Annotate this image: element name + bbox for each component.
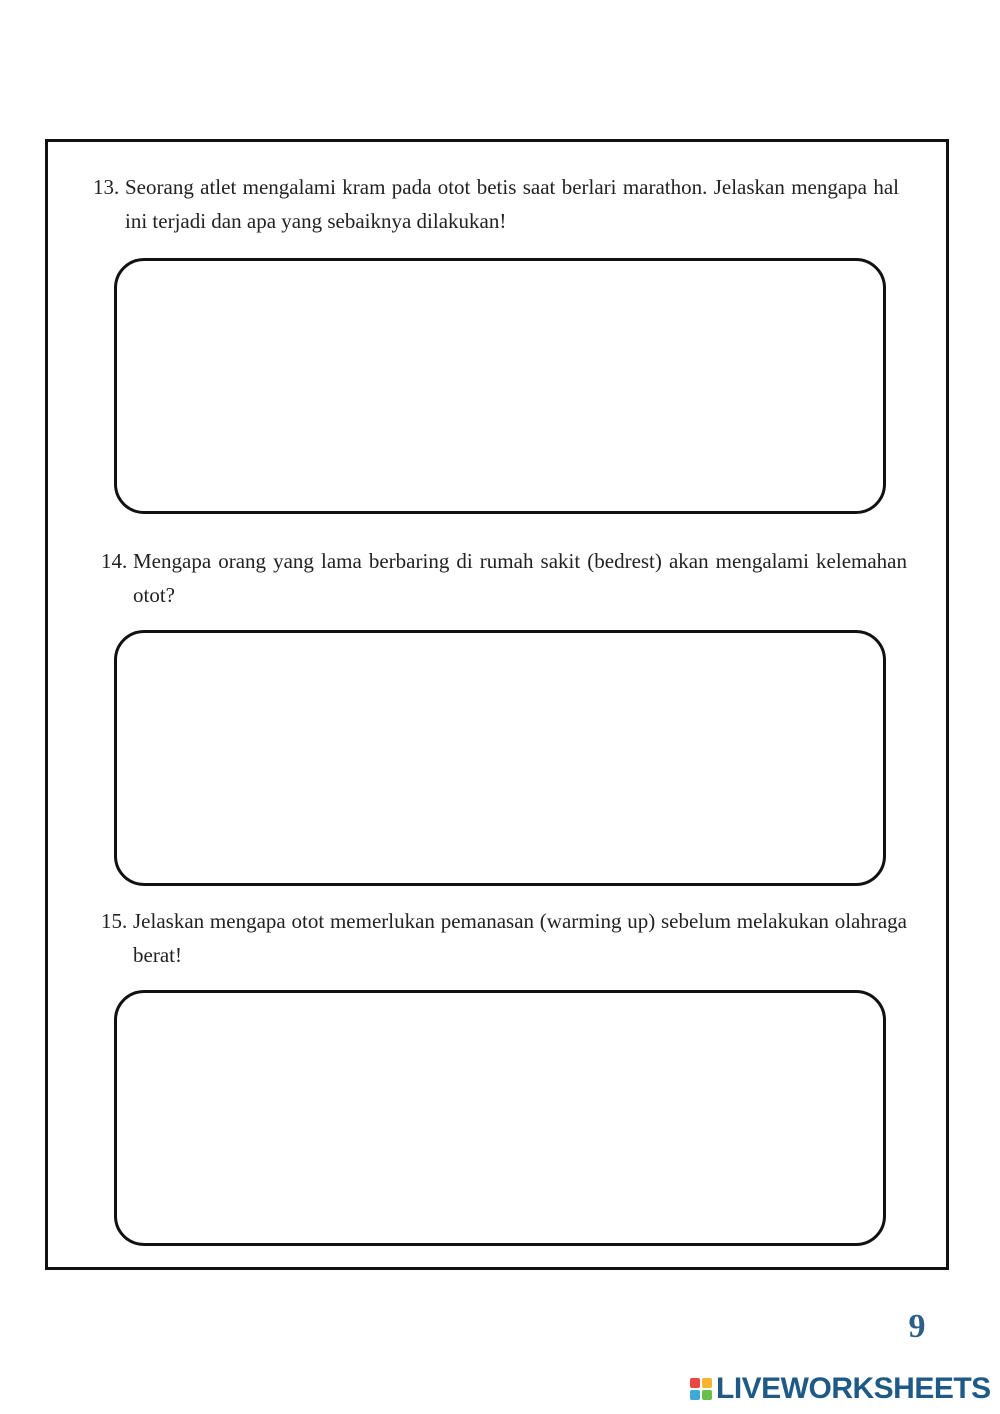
logo-square	[690, 1378, 700, 1388]
question-text: Mengapa orang yang lama berbaring di rumah sakit (bedrest) akan mengalami kelemahan otot?	[133, 549, 907, 607]
question-15	[101, 904, 907, 972]
answer-box-13[interactable]	[114, 258, 886, 514]
brand-name: LIVEWORKSHEETS	[716, 1372, 991, 1405]
question-text: Jelaskan mengapa otot memerlukan pemanasan (warming up) sebelum melakukan olahraga berat!	[133, 909, 907, 967]
question-number: 15.	[101, 909, 128, 933]
logo-square	[702, 1378, 712, 1388]
answer-box-15[interactable]	[114, 990, 886, 1246]
page-number: 9	[908, 1308, 926, 1345]
brand-footer[interactable]	[690, 1372, 991, 1406]
brand-logo-icon	[690, 1378, 712, 1400]
question-13	[93, 170, 899, 238]
answer-box-14[interactable]	[114, 630, 886, 886]
logo-square	[690, 1390, 700, 1400]
question-number: 14.	[101, 549, 128, 573]
question-text: Seorang atlet mengalami kram pada otot betis saat berlari marathon. Jelaskan mengapa hal ini terjadi dan apa yang sebaiknya dilakukan!	[125, 175, 899, 233]
logo-square	[702, 1390, 712, 1400]
question-14	[101, 544, 907, 612]
question-number: 13.	[93, 175, 120, 199]
